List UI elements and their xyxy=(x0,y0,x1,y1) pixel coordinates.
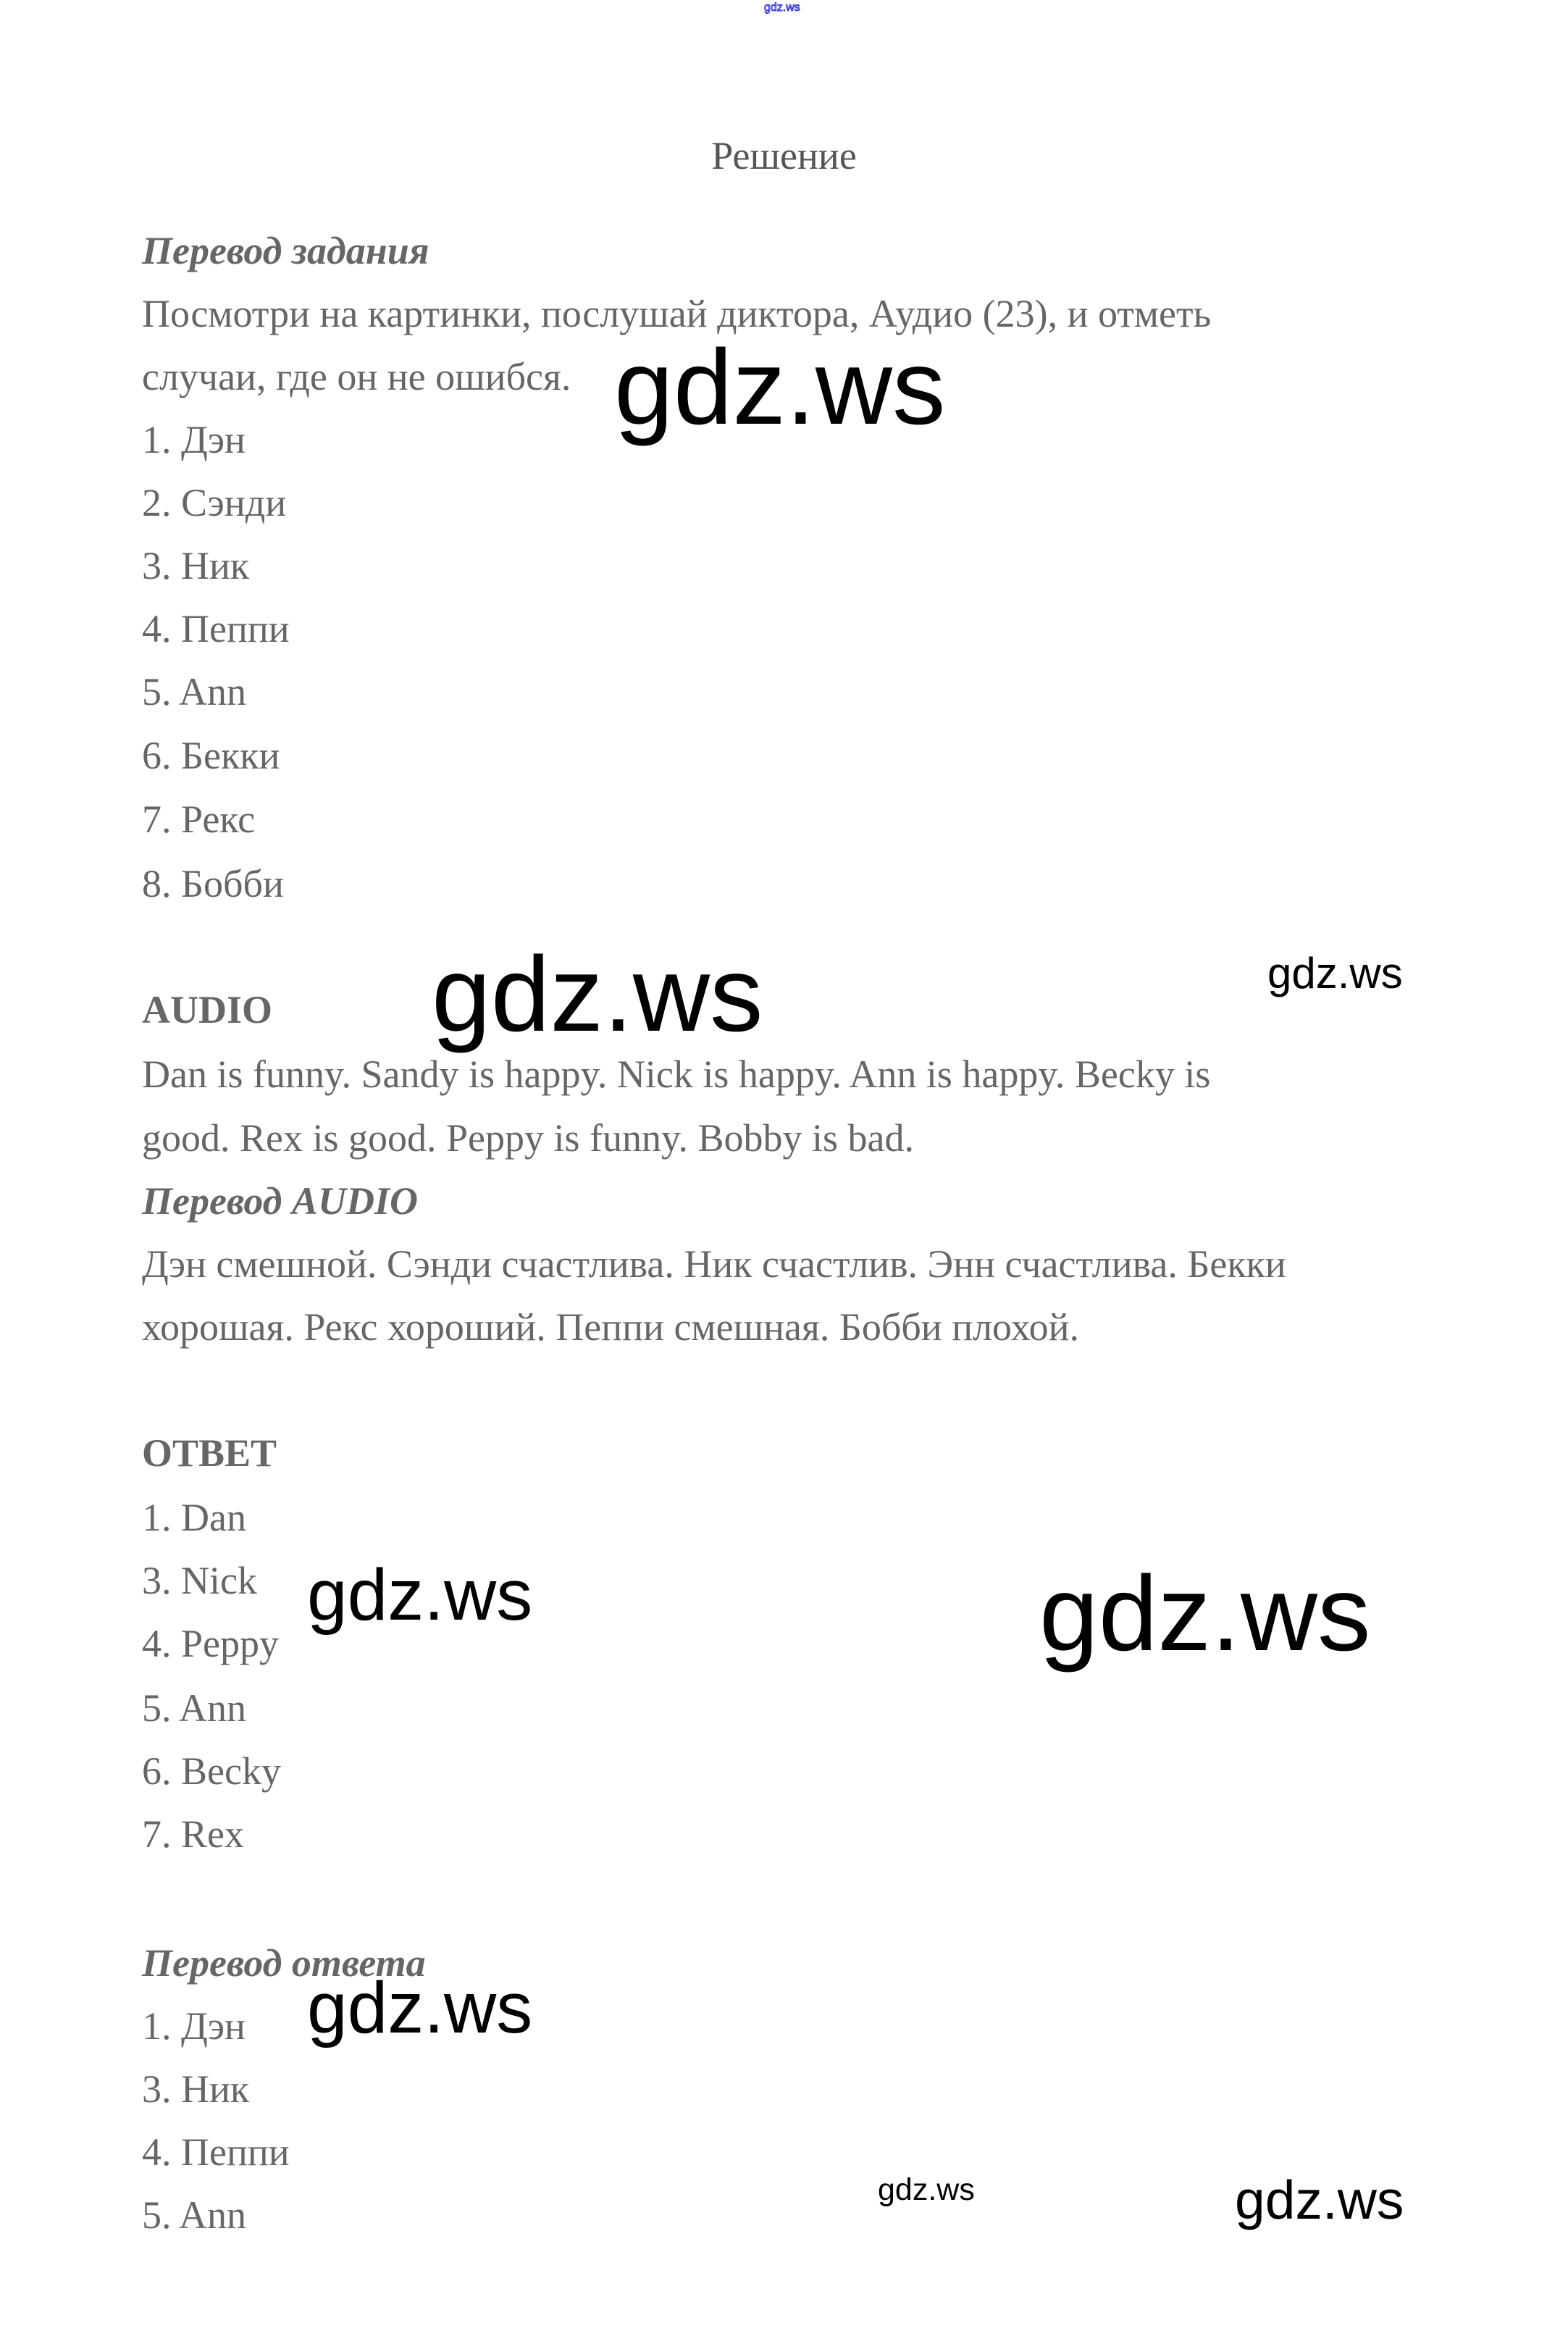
answer-item: 6. Becky xyxy=(142,1749,281,1793)
task-text-line: случаи, где он не ошибся. xyxy=(142,355,571,398)
task-heading: Перевод задания xyxy=(142,229,429,272)
task-item: 5. Ann xyxy=(142,670,247,713)
audio-translation-line: Дэн смешной. Сэнди счастлива. Ник счастлив. Энн счастлива. Бекки xyxy=(142,1242,1286,1286)
answer-translation-item: 1. Дэн xyxy=(142,2004,246,2048)
watermark: gdz.ws xyxy=(878,2172,975,2207)
audio-translation-heading: Перевод AUDIO xyxy=(142,1179,418,1223)
audio-translation-line: хорошая. Рекс хороший. Пеппи смешная. Бобби плохой. xyxy=(142,1305,1080,1349)
task-text-line: Посмотри на картинки, послушай диктора, Аудио (23), и отметь xyxy=(142,292,1212,335)
answer-item: 1. Dan xyxy=(142,1496,246,1539)
task-item: 6. Бекки xyxy=(142,734,280,777)
task-item: 7. Рекс xyxy=(142,798,256,841)
watermark: gdz.ws xyxy=(1235,2169,1404,2230)
task-item: 8. Бобби xyxy=(142,862,284,905)
watermark: gdz.ws xyxy=(307,1554,533,1636)
answer-item: 3. Nick xyxy=(142,1559,257,1602)
answer-item: 7. Rex xyxy=(142,1812,244,1856)
answer-translation-heading: Перевод ответа xyxy=(142,1941,426,1985)
answer-translation-item: 5. Ann xyxy=(142,2193,247,2237)
audio-heading: AUDIO xyxy=(142,988,273,1031)
watermark: gdz.ws xyxy=(307,1967,533,2048)
watermark: gdz.ws xyxy=(1267,949,1403,997)
answer-translation-item: 4. Пеппи xyxy=(142,2130,290,2174)
task-item: 3. Ник xyxy=(142,544,250,587)
task-item: 4. Пеппи xyxy=(142,607,290,650)
task-item: 1. Дэн xyxy=(142,418,246,461)
answer-translation-item: 3. Ник xyxy=(142,2067,250,2111)
answer-heading: ОТВЕТ xyxy=(142,1431,277,1475)
watermark: gdz.ws xyxy=(432,935,763,1054)
page-title: Решение xyxy=(711,134,857,177)
watermark: gdz.ws xyxy=(614,328,946,447)
answer-item: 4. Peppy xyxy=(142,1622,279,1665)
task-item: 2. Сэнди xyxy=(142,481,287,524)
watermark-top: gdz.ws xyxy=(764,1,800,14)
answer-item: 5. Ann xyxy=(142,1686,247,1730)
audio-line: good. Rex is good. Peppy is funny. Bobby is bad. xyxy=(142,1116,914,1160)
audio-line: Dan is funny. Sandy is happy. Nick is happy. Ann is happy. Becky is xyxy=(142,1052,1211,1096)
watermark: gdz.ws xyxy=(1039,1554,1371,1673)
